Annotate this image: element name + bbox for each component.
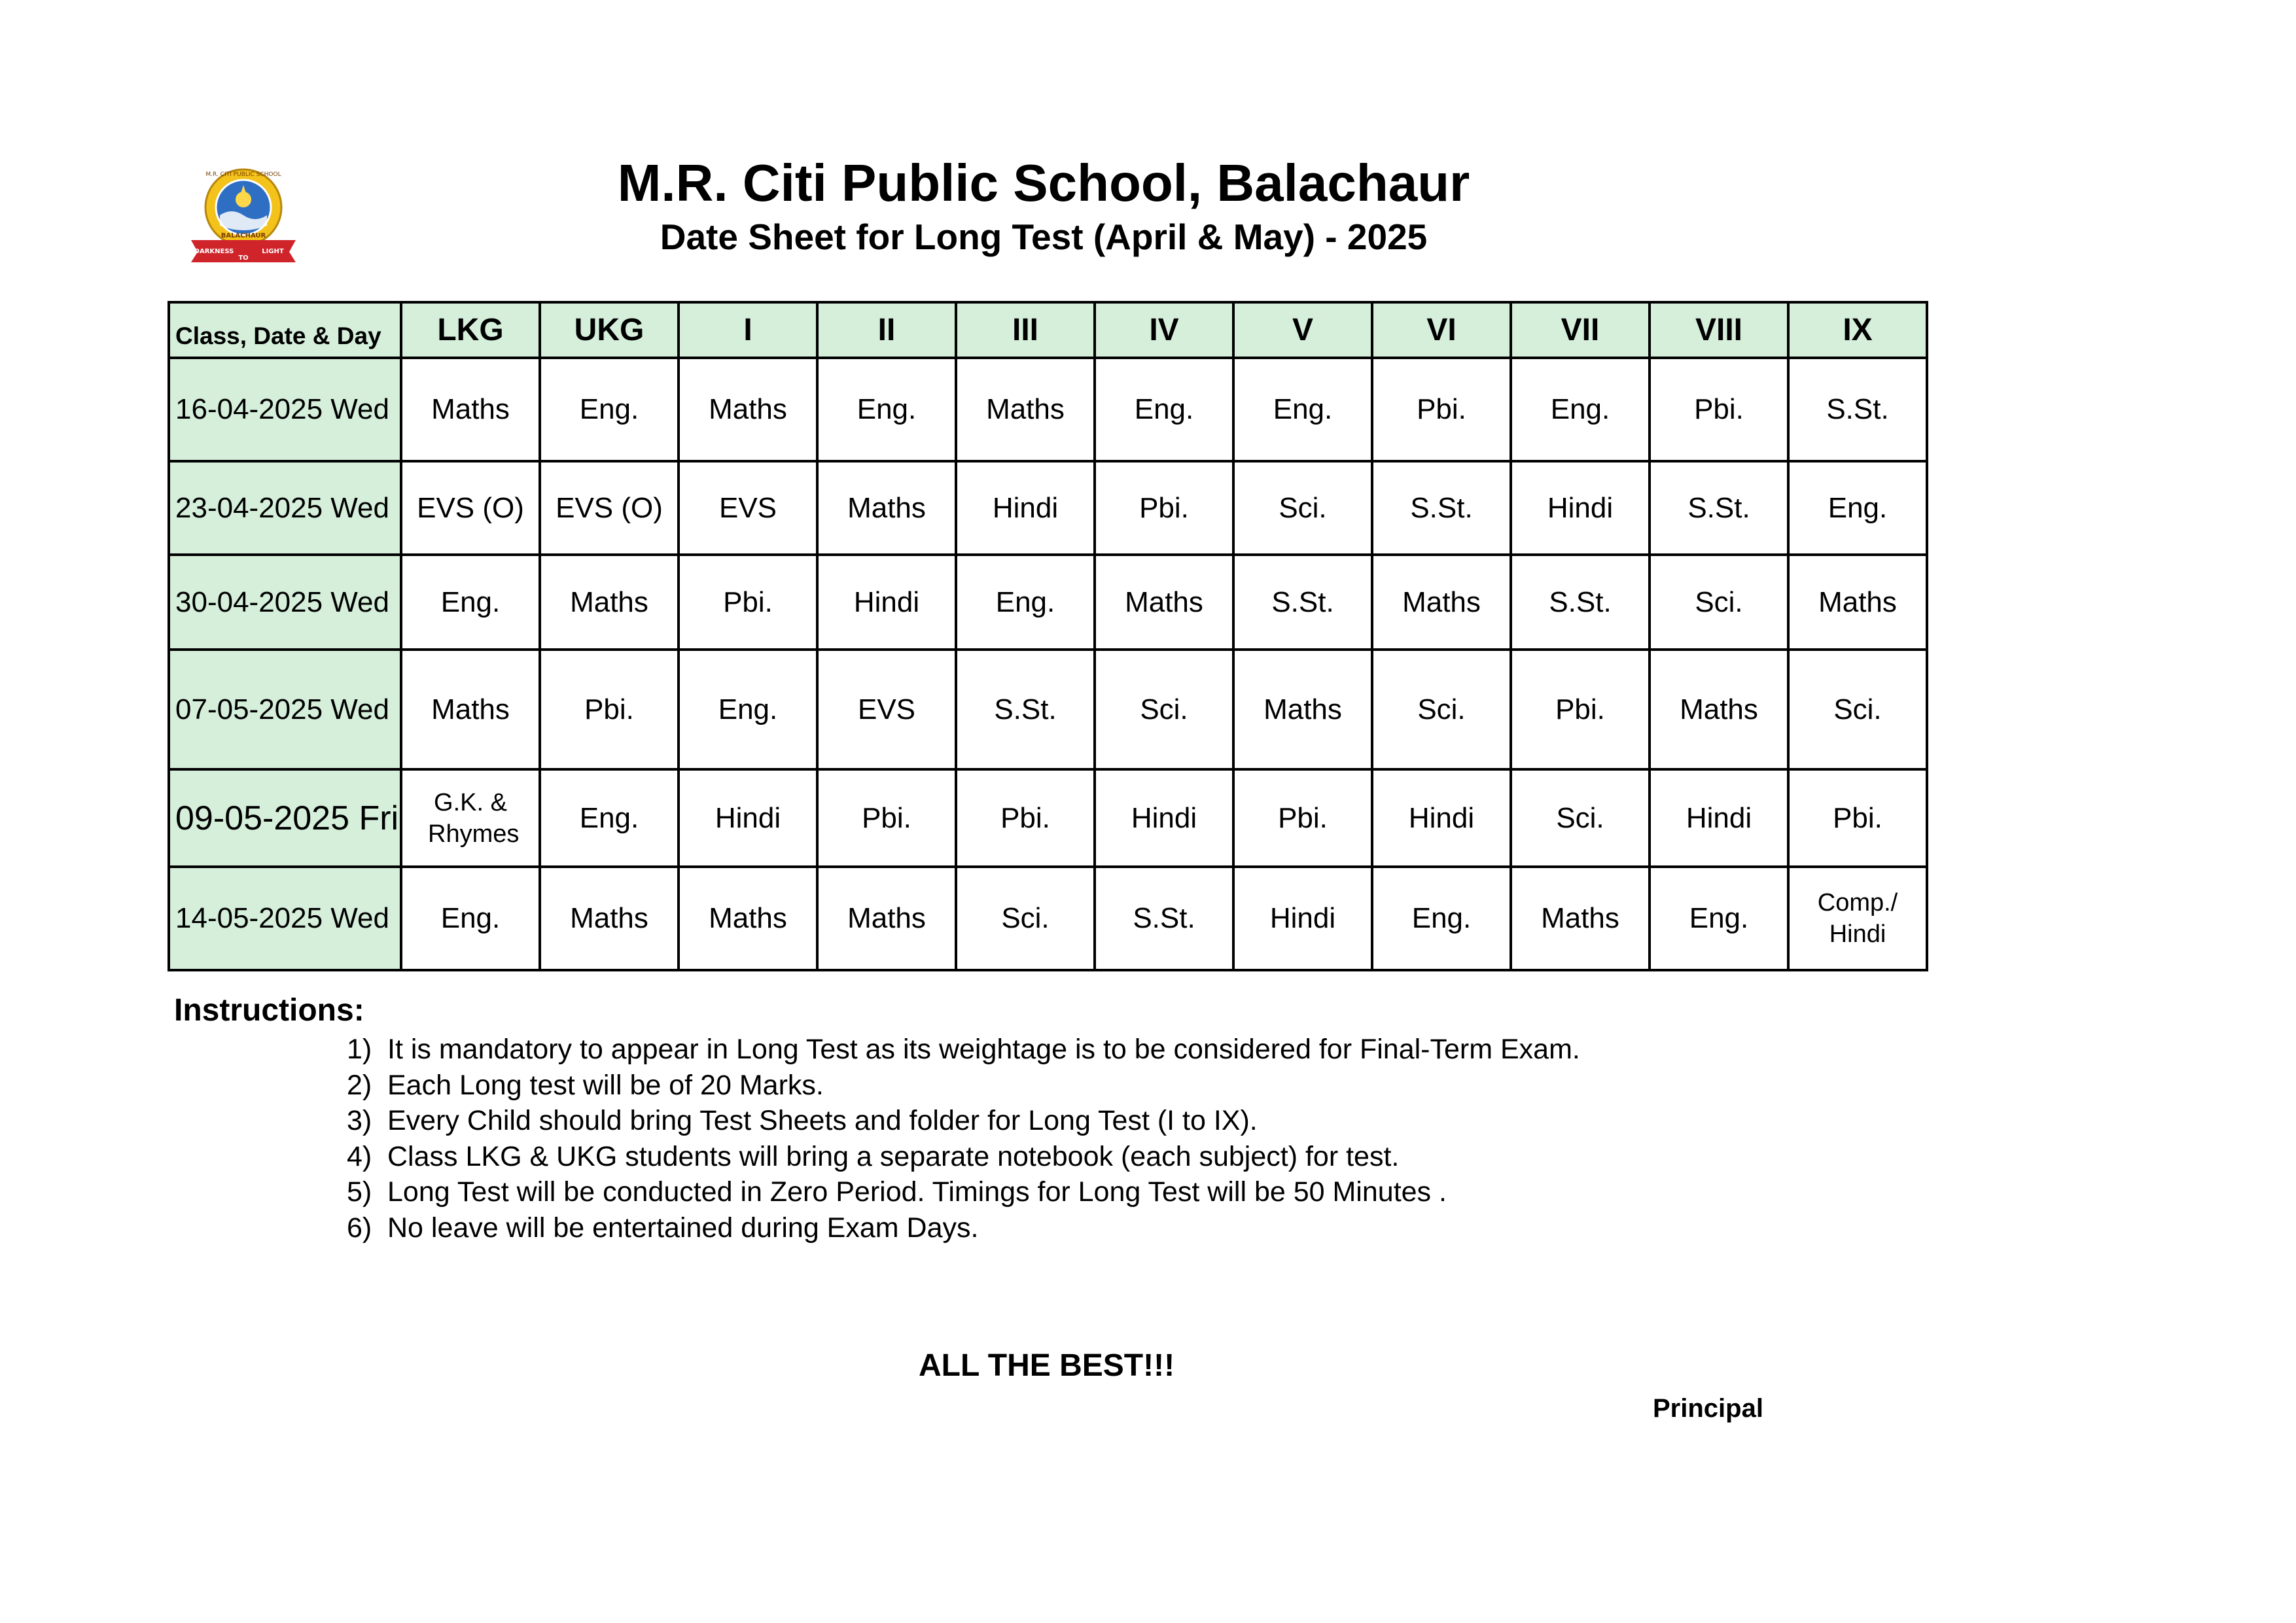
subject-cell: Hindi bbox=[1650, 769, 1788, 867]
item-text: Each Long test will be of 20 Marks. bbox=[387, 1069, 824, 1101]
class-header: V bbox=[1233, 302, 1372, 358]
table-row bbox=[169, 650, 1927, 769]
subject-cell: Hindi bbox=[1372, 769, 1511, 867]
logo-motto-mid: TO bbox=[238, 254, 249, 262]
subject-cell: Eng. bbox=[679, 650, 817, 769]
subject-cell: Hindi bbox=[1511, 461, 1650, 555]
subject-cell: S.St. bbox=[1372, 461, 1511, 555]
subject-cell: Sci. bbox=[1095, 650, 1233, 769]
subject-cell: Eng. bbox=[401, 555, 540, 650]
subject-cell: Eng. bbox=[1372, 867, 1511, 970]
class-header: II bbox=[817, 302, 956, 358]
subject-cell: Pbi. bbox=[1511, 650, 1650, 769]
table-row bbox=[169, 461, 1927, 555]
item-number: 1) bbox=[347, 1034, 372, 1065]
item-number: 5) bbox=[347, 1176, 372, 1208]
subject-cell: Eng. bbox=[817, 358, 956, 461]
list-item bbox=[347, 1210, 1580, 1246]
subject-cell: Pbi. bbox=[1650, 358, 1788, 461]
subject-cell: Sci. bbox=[1233, 461, 1372, 555]
instructions-list bbox=[347, 1032, 1580, 1246]
list-item bbox=[347, 1174, 1580, 1210]
table-row bbox=[169, 769, 1927, 867]
item-number: 3) bbox=[347, 1105, 372, 1136]
subject-cell: Eng. bbox=[956, 555, 1095, 650]
subject-cell: S.St. bbox=[956, 650, 1095, 769]
corner-header: Class, Date & Day bbox=[169, 302, 401, 358]
subject-cell: EVS (O) bbox=[401, 461, 540, 555]
list-item bbox=[347, 1103, 1580, 1139]
subject-cell: Eng. bbox=[540, 769, 679, 867]
table-row bbox=[169, 358, 1927, 461]
item-number: 2) bbox=[347, 1069, 372, 1101]
subject-cell: Maths bbox=[540, 867, 679, 970]
subject-cell: Eng. bbox=[1788, 461, 1927, 555]
subject-cell: Sci. bbox=[1372, 650, 1511, 769]
class-header: IV bbox=[1095, 302, 1233, 358]
signatory-label: Principal bbox=[1653, 1394, 1763, 1423]
closing-wish: ALL THE BEST!!! bbox=[919, 1348, 1175, 1383]
list-item bbox=[347, 1032, 1580, 1068]
logo-text-mid: BALACHAUR bbox=[221, 232, 266, 239]
subject-cell: Hindi bbox=[1233, 867, 1372, 970]
subject-cell: EVS (O) bbox=[540, 461, 679, 555]
subject-cell: Maths bbox=[1372, 555, 1511, 650]
instructions-title: Instructions: bbox=[174, 993, 364, 1028]
class-header: LKG bbox=[401, 302, 540, 358]
subject-cell bbox=[1788, 867, 1927, 970]
subject-cell: S.St. bbox=[1650, 461, 1788, 555]
subject-cell: Maths bbox=[1233, 650, 1372, 769]
date-cell: 14-05-2025 Wed bbox=[169, 867, 401, 970]
subject-cell: Pbi. bbox=[679, 555, 817, 650]
subject-cell: Maths bbox=[956, 358, 1095, 461]
item-text: Long Test will be conducted in Zero Period. Timings for Long Test will be 50 Minutes . bbox=[387, 1176, 1447, 1208]
subject-cell: Eng. bbox=[1511, 358, 1650, 461]
date-cell: 30-04-2025 Wed bbox=[169, 555, 401, 650]
class-header: I bbox=[679, 302, 817, 358]
subject-cell: Pbi. bbox=[956, 769, 1095, 867]
item-number: 4) bbox=[347, 1140, 372, 1172]
class-header: VII bbox=[1511, 302, 1650, 358]
subject-cell: Maths bbox=[1650, 650, 1788, 769]
logo-text-top: M.R. CITI PUBLIC SCHOOL bbox=[205, 171, 281, 178]
class-header: III bbox=[956, 302, 1095, 358]
item-text: Every Child should bring Test Sheets and folder for Long Test (I to IX). bbox=[387, 1105, 1258, 1136]
page-subtitle: Date Sheet for Long Test (April & May) - 2025 bbox=[660, 217, 1428, 257]
subject-cell: Maths bbox=[817, 867, 956, 970]
subject-cell: Hindi bbox=[817, 555, 956, 650]
subject-cell: S.St. bbox=[1233, 555, 1372, 650]
subject-text: Comp./ Hindi bbox=[1817, 889, 1898, 948]
subject-cell: Pbi. bbox=[1788, 769, 1927, 867]
subject-cell: Maths bbox=[679, 867, 817, 970]
class-header: VIII bbox=[1650, 302, 1788, 358]
subject-cell: Maths bbox=[1511, 867, 1650, 970]
logo-motto-right: LIGHT bbox=[262, 248, 284, 255]
table-row bbox=[169, 555, 1927, 650]
date-sheet-table bbox=[168, 301, 1928, 971]
logo-motto-left: DARKNESS bbox=[194, 248, 234, 255]
subject-cell: Maths bbox=[817, 461, 956, 555]
subject-cell: Eng. bbox=[1650, 867, 1788, 970]
subject-cell: Sci. bbox=[1650, 555, 1788, 650]
subject-cell: Pbi. bbox=[540, 650, 679, 769]
class-header: UKG bbox=[540, 302, 679, 358]
subject-text: G.K. & Rhymes bbox=[428, 788, 520, 848]
subject-cell: Hindi bbox=[956, 461, 1095, 555]
subject-cell: EVS bbox=[817, 650, 956, 769]
subject-cell: Maths bbox=[1788, 555, 1927, 650]
item-text: Class LKG & UKG students will bring a separate notebook (each subject) for test. bbox=[387, 1140, 1400, 1172]
subject-cell: Pbi. bbox=[1233, 769, 1372, 867]
item-text: It is mandatory to appear in Long Test as its weightage is to be considered for Final-Term Exam. bbox=[387, 1034, 1580, 1065]
subject-cell bbox=[401, 769, 540, 867]
date-cell: 16-04-2025 Wed bbox=[169, 358, 401, 461]
class-header: IX bbox=[1788, 302, 1927, 358]
subject-cell: Eng. bbox=[1233, 358, 1372, 461]
table-row bbox=[169, 867, 1927, 970]
date-cell: 23-04-2025 Wed bbox=[169, 461, 401, 555]
subject-cell: Eng. bbox=[1095, 358, 1233, 461]
item-text: No leave will be entertained during Exam Days. bbox=[387, 1212, 979, 1244]
subject-cell: Maths bbox=[401, 358, 540, 461]
subject-cell: Pbi. bbox=[1095, 461, 1233, 555]
list-item bbox=[347, 1068, 1580, 1104]
subject-cell: S.St. bbox=[1788, 358, 1927, 461]
school-title: M.R. Citi Public School, Balachaur bbox=[617, 154, 1470, 212]
subject-cell: S.St. bbox=[1095, 867, 1233, 970]
subject-cell: Maths bbox=[401, 650, 540, 769]
subject-cell: Sci. bbox=[1511, 769, 1650, 867]
date-cell: 07-05-2025 Wed bbox=[169, 650, 401, 769]
subject-cell: Maths bbox=[679, 358, 817, 461]
subject-cell: Pbi. bbox=[1372, 358, 1511, 461]
subject-cell: Hindi bbox=[679, 769, 817, 867]
list-item bbox=[347, 1139, 1580, 1175]
subject-cell: Hindi bbox=[1095, 769, 1233, 867]
subject-cell: Eng. bbox=[401, 867, 540, 970]
subject-cell: S.St. bbox=[1511, 555, 1650, 650]
class-header: VI bbox=[1372, 302, 1511, 358]
subject-cell: Eng. bbox=[540, 358, 679, 461]
subject-cell: Maths bbox=[540, 555, 679, 650]
subject-cell: Sci. bbox=[956, 867, 1095, 970]
date-cell: 09-05-2025 Fri bbox=[169, 769, 401, 867]
item-number: 6) bbox=[347, 1212, 372, 1244]
subject-cell: Sci. bbox=[1788, 650, 1927, 769]
subject-cell: Maths bbox=[1095, 555, 1233, 650]
table-header-row bbox=[169, 302, 1927, 358]
subject-cell: EVS bbox=[679, 461, 817, 555]
subject-cell: Pbi. bbox=[817, 769, 956, 867]
